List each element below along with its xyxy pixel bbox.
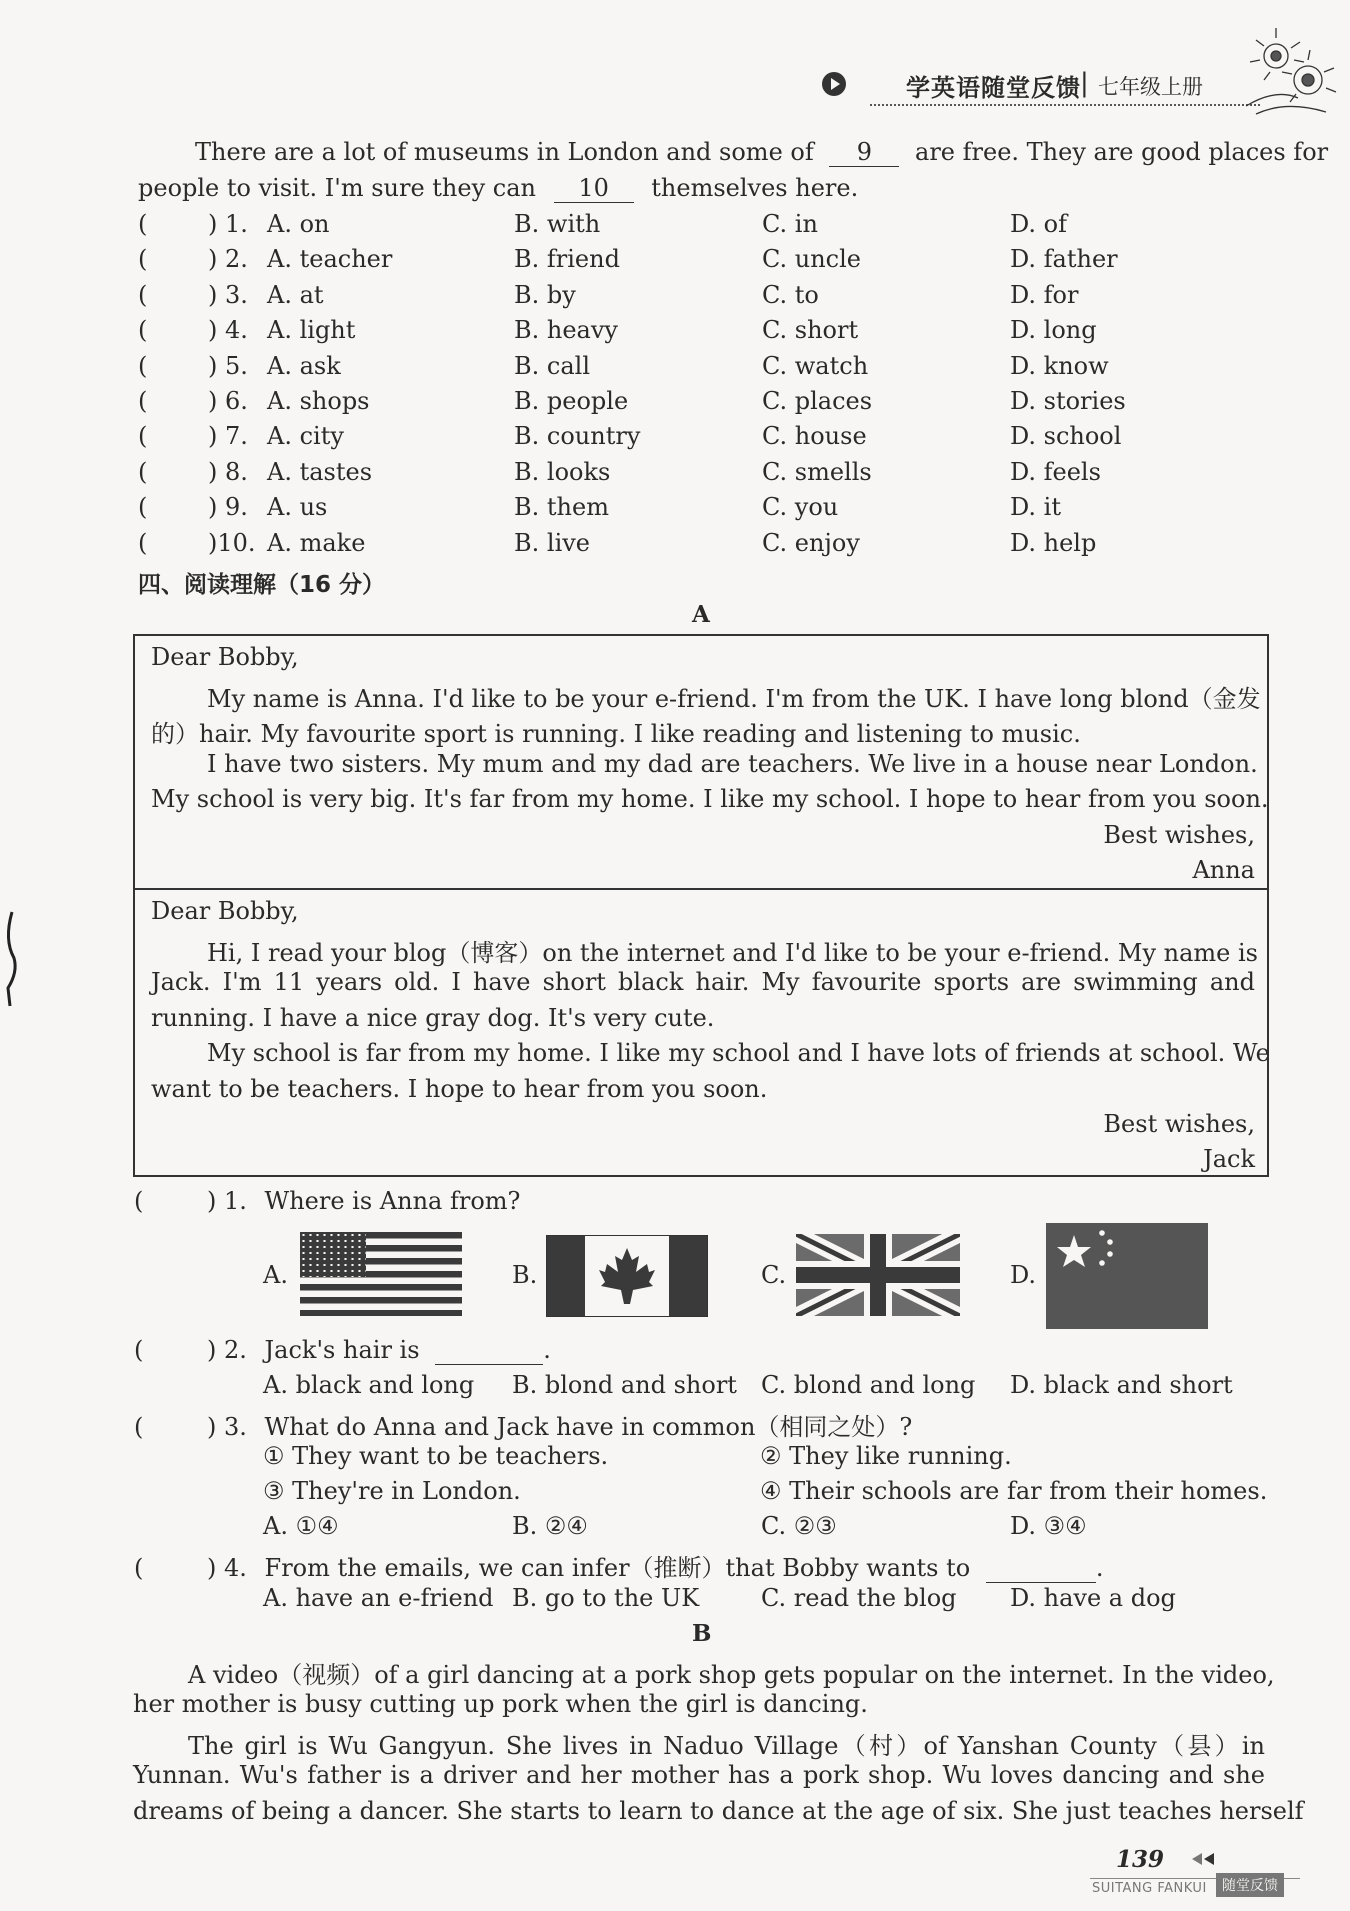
cloze-option-b[interactable]: B. heavy — [514, 316, 618, 345]
book-grade: 七年级上册 — [1098, 75, 1203, 99]
cloze-option-c[interactable]: C. enjoy — [762, 528, 860, 557]
cloze-option-c[interactable]: C. in — [762, 210, 818, 238]
cloze-option-row — [0, 245, 1350, 277]
passage-b-text: dreams of being a dancer. She starts to learn to dance at the age of six. She just teaches herself — [133, 1797, 1304, 1825]
cloze-text: There are a lot of museums in London and some of — [195, 138, 814, 166]
cloze-option-d[interactable]: D. know — [1010, 351, 1109, 380]
cloze-option-row — [0, 422, 1350, 454]
letter2-text: Jack. I'm 11 years old. I have short black hair. My favourite sports are swimming and — [151, 968, 1255, 996]
q3-option-a[interactable]: A. ①④ — [263, 1512, 339, 1540]
rewind-arrows-icon — [1190, 1853, 1216, 1865]
question-number: ) 3. — [208, 280, 248, 309]
question-number: ) 6. — [208, 387, 248, 415]
letter2-signature: Jack — [1203, 1145, 1255, 1173]
header-separator: | — [1080, 68, 1089, 98]
cloze-option-b[interactable]: B. them — [514, 493, 609, 522]
cloze-line-1 — [195, 138, 1328, 167]
q2-blank[interactable] — [435, 1336, 543, 1365]
cloze-option-a[interactable]: A. light — [267, 316, 356, 345]
q3-option-d[interactable]: D. ③④ — [1010, 1512, 1087, 1540]
cloze-option-b[interactable]: B. with — [514, 210, 601, 238]
q4-option-c[interactable]: C. read the blog — [761, 1584, 957, 1612]
part-b-label: B — [692, 1620, 712, 1647]
cloze-option-c[interactable]: C. smells — [762, 457, 872, 486]
cloze-option-c[interactable]: C. places — [762, 387, 873, 415]
cloze-option-row — [0, 352, 1350, 384]
q2-option-d[interactable]: D. black and short — [1010, 1371, 1233, 1399]
q3-statement-2: ② They like running. — [760, 1442, 1012, 1470]
cloze-option-b[interactable]: B. live — [514, 528, 591, 557]
cloze-option-d[interactable]: D. father — [1010, 245, 1118, 274]
answer-paren[interactable]: ( — [134, 1187, 144, 1215]
section-title: 四、阅读理解（16 分） — [138, 572, 386, 598]
margin-ink-mark-icon — [0, 910, 22, 1010]
answer-paren[interactable]: ( — [138, 457, 148, 486]
q2-option-b[interactable]: B. blond and short — [512, 1371, 737, 1399]
cloze-option-row — [0, 493, 1350, 525]
book-title: 学英语随堂反馈 — [906, 74, 1081, 102]
cloze-line-2 — [138, 174, 858, 203]
cloze-text: people to visit. I'm sure they can — [138, 174, 536, 202]
question-number: ) 2. — [207, 1336, 247, 1364]
question-number: )10. — [208, 528, 256, 557]
question-text: Where is Anna from? — [264, 1187, 521, 1215]
letter-divider — [135, 888, 1267, 890]
cloze-option-c[interactable]: C. to — [762, 280, 819, 309]
play-icon — [822, 72, 846, 96]
question-number: ) 5. — [208, 351, 248, 380]
cloze-option-a[interactable]: A. tastes — [267, 457, 373, 486]
cloze-option-a[interactable]: A. shops — [267, 387, 370, 415]
q3-statement-1: ① They want to be teachers. — [263, 1442, 609, 1470]
cloze-option-c[interactable]: C. you — [762, 493, 839, 522]
cloze-option-row — [0, 281, 1350, 313]
question-number: ) 3. — [207, 1413, 247, 1441]
cloze-option-a[interactable]: A. city — [267, 422, 344, 451]
letter2-text: want to be teachers. I hope to hear from you soon. — [151, 1075, 768, 1103]
question-4 — [134, 1548, 1104, 1583]
question-number: ) 4. — [208, 316, 248, 345]
cloze-option-b[interactable]: B. people — [514, 387, 629, 415]
answer-paren[interactable]: ( — [138, 245, 148, 274]
q1-option-b[interactable]: B. — [512, 1261, 538, 1289]
canada-flag-icon — [546, 1235, 708, 1317]
answer-paren[interactable]: ( — [134, 1413, 144, 1441]
q2-option-c[interactable]: C. blond and long — [761, 1371, 976, 1399]
q1-option-c[interactable]: C. — [761, 1261, 787, 1289]
cloze-option-a[interactable]: A. teacher — [267, 245, 393, 274]
answer-paren[interactable]: ( — [138, 387, 148, 415]
cloze-text: are free. They are good places for — [915, 138, 1329, 166]
cloze-option-b[interactable]: B. country — [514, 422, 641, 451]
cloze-option-a[interactable]: A. us — [267, 493, 328, 522]
cloze-option-c[interactable]: C. watch — [762, 351, 869, 380]
answer-paren[interactable]: ( — [134, 1336, 144, 1364]
cloze-option-b[interactable]: B. friend — [514, 245, 620, 274]
cloze-option-c[interactable]: C. short — [762, 316, 859, 345]
question-number: ) 4. — [207, 1554, 247, 1582]
cloze-option-b[interactable]: B. by — [514, 280, 576, 309]
passage-b-text: The girl is Wu Gangyun. She lives in Naduo Village（村）of Yanshan County（县）in — [188, 1732, 1265, 1760]
question-number: ) 7. — [208, 422, 248, 451]
passage-b-text: Yunnan. Wu's father is a driver and her mother has a pork shop. Wu loves dancing and she — [133, 1761, 1265, 1789]
letter2-text: Hi, I read your blog（博客）on the internet and I'd like to be your e-friend. My name is — [207, 939, 1258, 967]
cloze-option-b[interactable]: B. looks — [514, 457, 611, 486]
passage-b-text: her mother is busy cutting up pork when the girl is dancing. — [133, 1690, 868, 1718]
question-text: From the emails, we can infer（推断）that Bobby wants to — [264, 1554, 971, 1582]
question-1 — [134, 1187, 520, 1215]
answer-paren[interactable]: ( — [138, 351, 148, 380]
sunflower-decoration-icon — [1236, 18, 1340, 118]
cloze-option-row — [0, 210, 1350, 242]
cloze-option-d[interactable]: D. for — [1010, 280, 1079, 309]
cloze-option-d[interactable]: D. school — [1010, 422, 1122, 451]
footer-label: SUITANG FANKUI — [1092, 1881, 1207, 1896]
q3-statement-3: ③ They're in London. — [263, 1477, 521, 1505]
china-flag-icon — [1046, 1223, 1208, 1329]
cloze-option-d[interactable]: D. it — [1010, 493, 1061, 522]
question-number: ) 2. — [208, 245, 248, 274]
question-text: What do Anna and Jack have in common（相同之处）? — [264, 1413, 913, 1441]
q4-option-d[interactable]: D. have a dog — [1010, 1584, 1176, 1612]
letter1-greeting: Dear Bobby, — [151, 643, 299, 671]
cloze-option-d[interactable]: D. feels — [1010, 457, 1101, 486]
cloze-option-a[interactable]: A. ask — [267, 351, 341, 380]
letter1-signature: Anna — [1192, 856, 1255, 884]
q3-statement-4: ④ Their schools are far from their homes. — [760, 1477, 1268, 1505]
q3-option-b[interactable]: B. ②④ — [512, 1512, 588, 1540]
cloze-option-c[interactable]: C. uncle — [762, 245, 861, 274]
cloze-option-d[interactable]: D. of — [1010, 210, 1067, 238]
header-dotted-rule — [870, 104, 1260, 106]
footer-tag: 随堂反馈 — [1216, 1873, 1284, 1897]
cloze-option-row — [0, 529, 1350, 561]
cloze-option-d[interactable]: D. help — [1010, 528, 1097, 557]
cloze-option-c[interactable]: C. house — [762, 422, 867, 451]
q2-end: . — [543, 1336, 551, 1364]
q4-end: . — [1095, 1554, 1104, 1582]
letter1-closing: Best wishes, — [1103, 821, 1255, 849]
cloze-option-d[interactable]: D. stories — [1010, 387, 1126, 415]
q1-option-d[interactable]: D. — [1010, 1261, 1037, 1289]
answer-paren[interactable]: ( — [138, 280, 148, 309]
letter1-text: I have two sisters. My mum and my dad are teachers. We live in a house near London. — [207, 750, 1258, 778]
letter1-text: My name is Anna. I'd like to be your e-friend. I'm from the UK. I have long blond（金发 — [207, 685, 1261, 713]
q4-blank[interactable] — [986, 1554, 1096, 1583]
question-number: ) 1. — [208, 210, 248, 238]
page-number: 139 — [1116, 1846, 1165, 1873]
cloze-blank-10[interactable]: 10 — [554, 174, 634, 203]
letter1-text: My school is very big. It's far from my home. I like my school. I hope to hear from you soon. — [151, 785, 1269, 813]
letter2-closing: Best wishes, — [1103, 1110, 1255, 1138]
letter2-text: My school is far from my home. I like my school and I have lots of friends at school. We — [207, 1039, 1270, 1067]
usa-flag-icon — [300, 1232, 462, 1316]
answer-paren[interactable]: ( — [138, 528, 148, 557]
cloze-option-a[interactable]: A. on — [267, 210, 330, 238]
letter1-text: 的）hair. My favourite sport is running. I like reading and listening to music. — [151, 720, 1081, 748]
letter2-text: running. I have a nice gray dog. It's very cute. — [151, 1004, 715, 1032]
cloze-option-row — [0, 458, 1350, 490]
question-2 — [134, 1336, 551, 1365]
cloze-option-b[interactable]: B. call — [514, 351, 590, 380]
cloze-option-d[interactable]: D. long — [1010, 316, 1097, 345]
question-number: ) 8. — [208, 457, 248, 486]
q1-option-a[interactable]: A. — [263, 1261, 288, 1289]
question-number: ) 9. — [208, 493, 248, 522]
q3-option-c[interactable]: C. ②③ — [761, 1512, 837, 1540]
passage-b-text: A video（视频）of a girl dancing at a pork shop gets popular on the internet. In the video, — [188, 1661, 1275, 1689]
cloze-option-a[interactable]: A. make — [267, 528, 366, 557]
question-3 — [134, 1407, 912, 1442]
cloze-option-row — [0, 316, 1350, 348]
question-text: Jack's hair is — [264, 1336, 420, 1364]
q4-option-b[interactable]: B. go to the UK — [512, 1584, 700, 1612]
cloze-text: themselves here. — [651, 174, 859, 202]
cloze-option-row — [0, 387, 1350, 419]
q4-option-a[interactable]: A. have an e-friend — [263, 1584, 494, 1612]
answer-paren[interactable]: ( — [138, 316, 148, 345]
letter2-greeting: Dear Bobby, — [151, 897, 299, 925]
cloze-option-a[interactable]: A. at — [267, 280, 324, 309]
answer-paren[interactable]: ( — [138, 493, 148, 522]
uk-flag-icon — [796, 1234, 960, 1316]
q2-option-a[interactable]: A. black and long — [263, 1371, 475, 1399]
answer-paren[interactable]: ( — [138, 210, 148, 238]
answer-paren[interactable]: ( — [138, 422, 148, 451]
cloze-blank-9[interactable]: 9 — [829, 138, 899, 167]
part-a-label: A — [692, 601, 710, 628]
question-number: ) 1. — [207, 1187, 247, 1215]
answer-paren[interactable]: ( — [134, 1554, 144, 1582]
